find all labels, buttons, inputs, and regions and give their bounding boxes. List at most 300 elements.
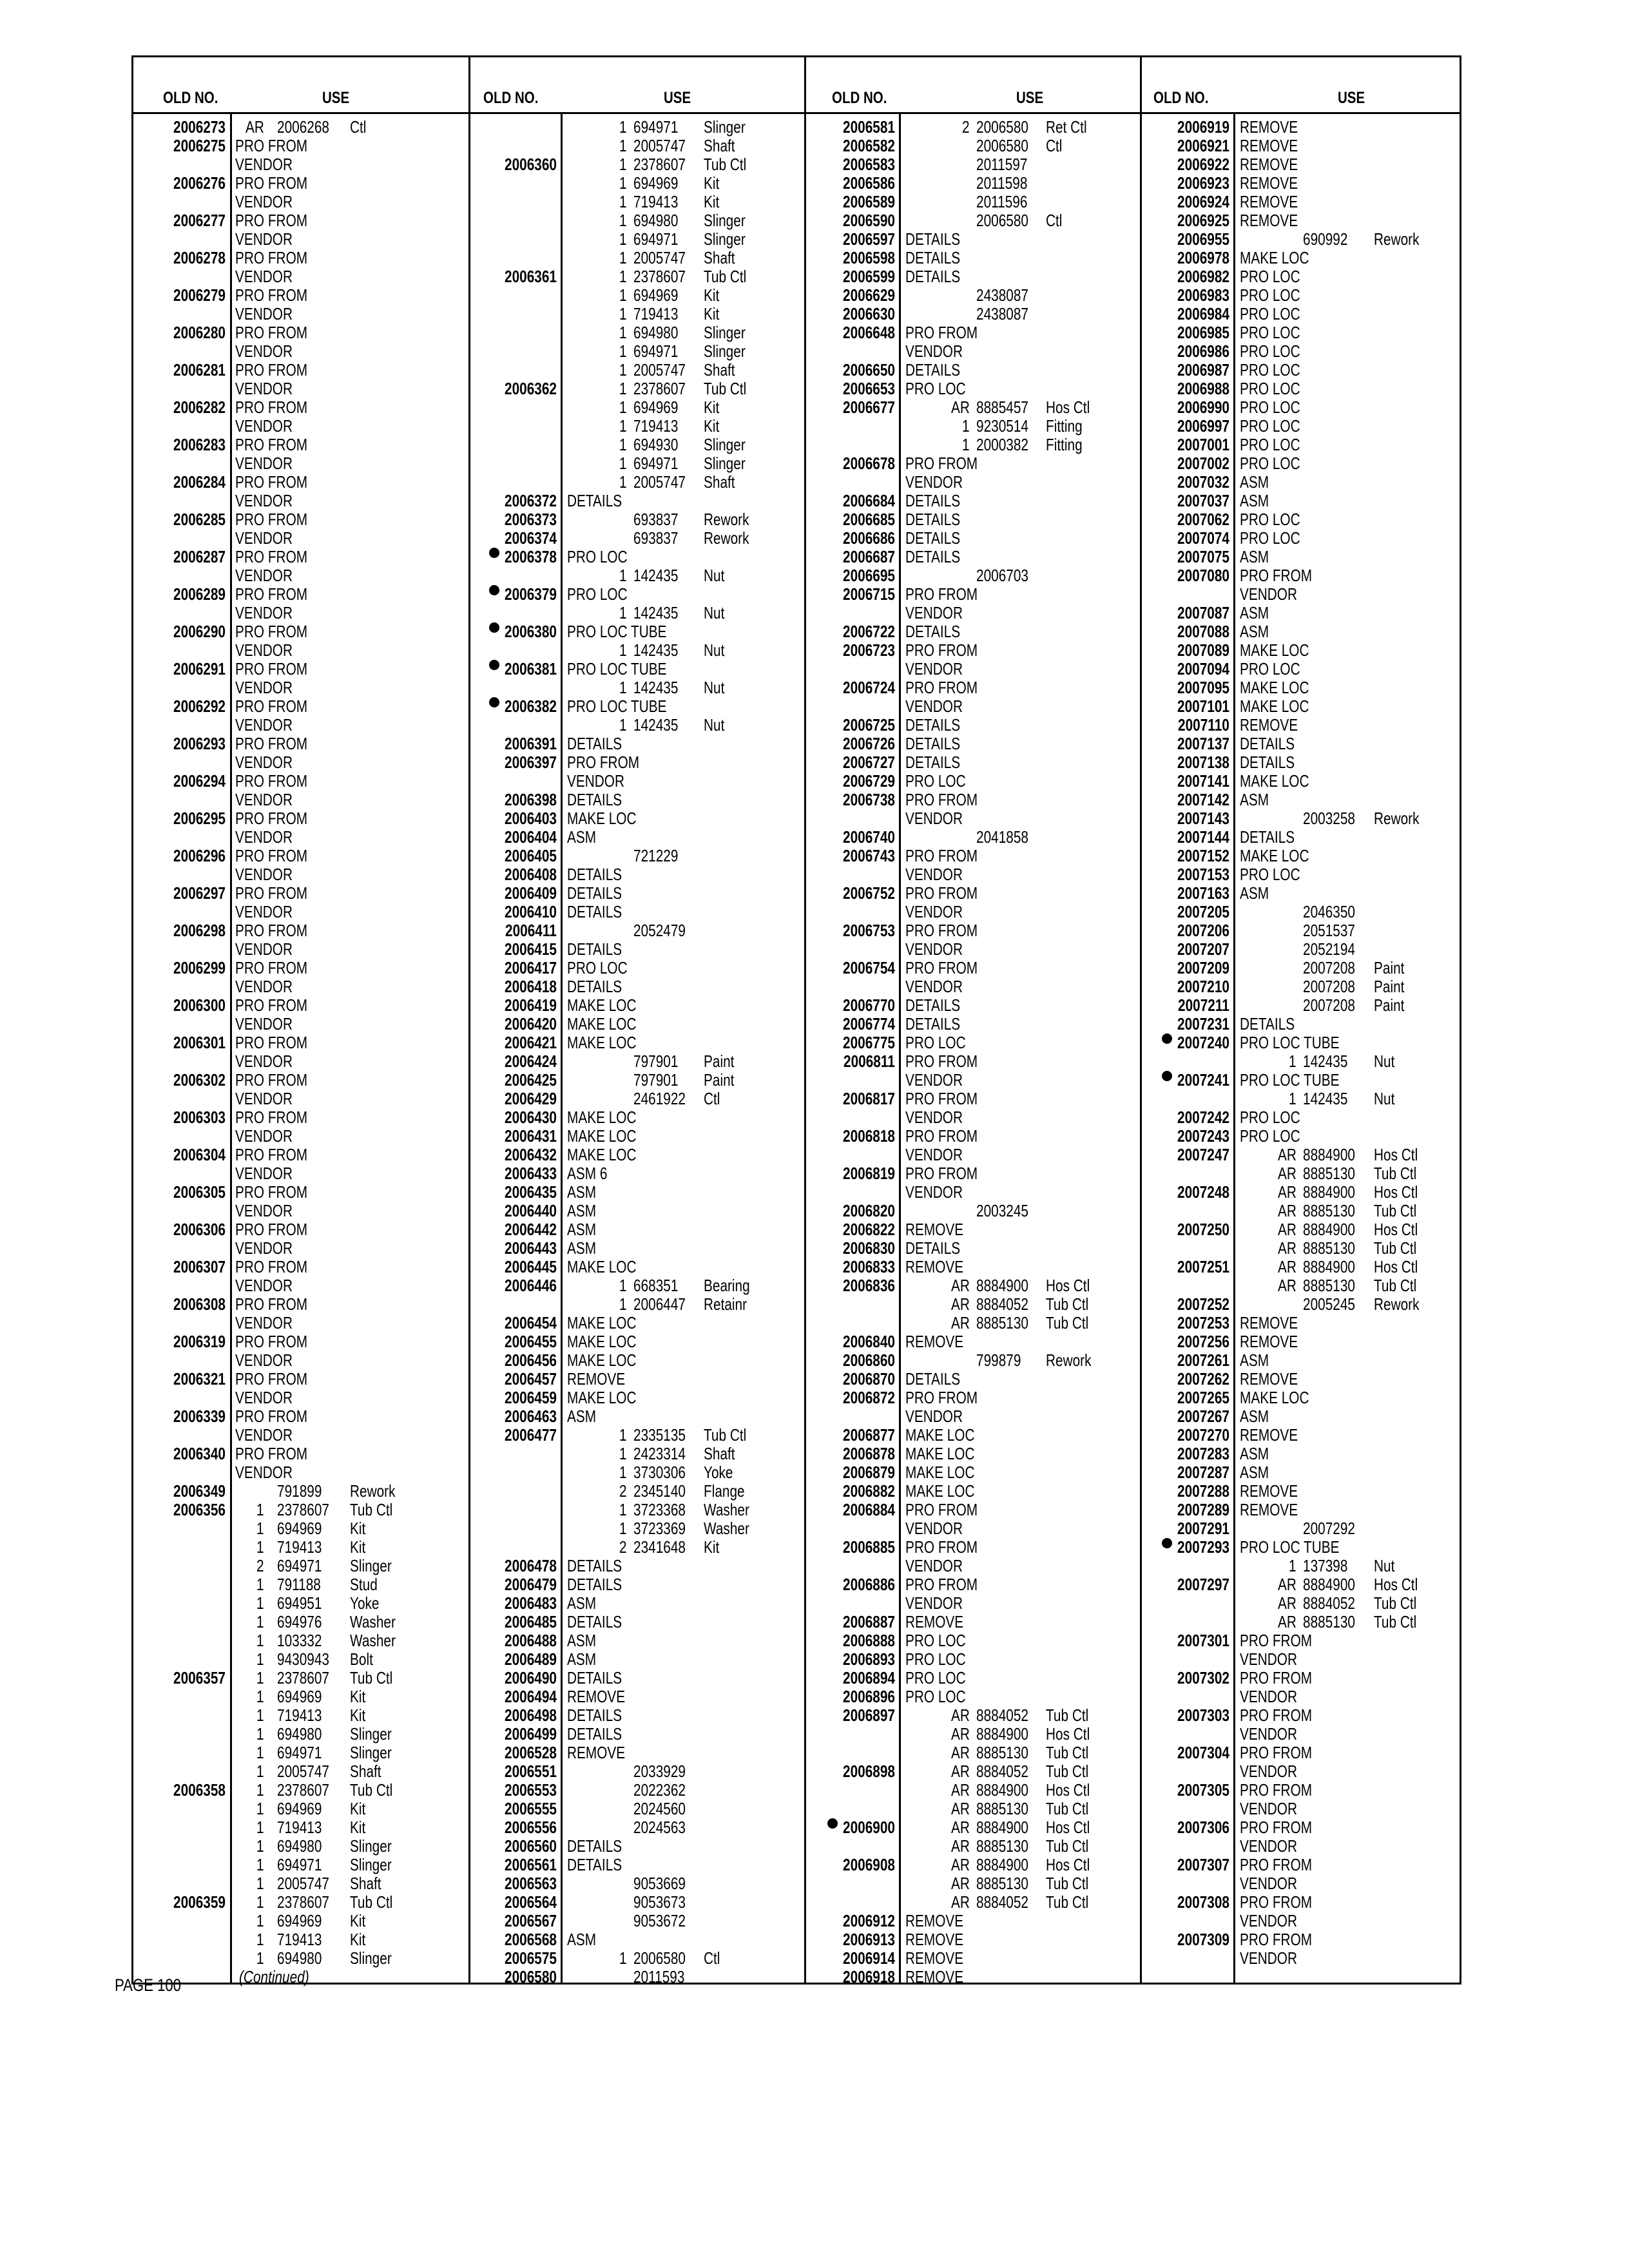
table-row (806, 548, 1140, 566)
old-number: 2006433 (505, 1164, 557, 1183)
part-number: 694969 (277, 1911, 322, 1930)
old-number: 2007163 (1177, 883, 1229, 903)
part-description: Tub Ctl (1046, 1799, 1089, 1818)
old-number: 2006872 (843, 1388, 895, 1407)
old-no-header: OLD NO. (1153, 89, 1209, 107)
old-number: 2006564 (505, 1892, 557, 1912)
table-row (133, 1538, 468, 1557)
use-text: DETAILS (567, 734, 622, 753)
old-number: 2006303 (173, 1108, 226, 1127)
old-number: 2006886 (843, 1575, 895, 1594)
part-number: 142435 (633, 566, 679, 585)
use-text: DETAILS (905, 360, 961, 380)
old-number: 2006307 (173, 1257, 226, 1276)
use-text: REMOVE (905, 1257, 964, 1276)
table-row (133, 342, 468, 361)
old-number: 2007288 (1177, 1481, 1229, 1501)
use-text: VENDOR (1240, 1762, 1297, 1781)
old-number: 2007267 (1177, 1407, 1229, 1426)
table-row (1142, 622, 1461, 641)
part-description: Ret Ctl (1046, 117, 1087, 137)
table-row (806, 1183, 1140, 1202)
table-row (806, 828, 1140, 847)
old-number: 2006918 (843, 1967, 895, 1986)
header-rule (806, 112, 1140, 114)
old-number: 2006459 (505, 1388, 557, 1407)
use-text: PRO LOC (1240, 454, 1300, 473)
old-number: 2006695 (843, 566, 895, 585)
table-row (133, 118, 468, 137)
use-text: VENDOR (235, 603, 293, 622)
header-rule (1142, 112, 1461, 114)
part-number: 2011593 (633, 1967, 685, 1986)
part-number: 694980 (633, 211, 679, 230)
quantity: AR (951, 1855, 970, 1874)
old-number: 2006580 (505, 1967, 557, 1986)
old-number: 2006397 (505, 753, 557, 772)
table-row (1142, 1800, 1461, 1818)
table-rows (806, 118, 1140, 1986)
part-number: 8884900 (1303, 1220, 1355, 1239)
old-number: 2007283 (1177, 1444, 1229, 1463)
table-row (806, 454, 1140, 473)
old-number: 2006836 (843, 1276, 895, 1295)
table-row (1142, 1183, 1461, 1202)
use-text: PRO FROM (905, 883, 978, 903)
old-number: 2006894 (843, 1668, 895, 1687)
use-text: PRO FROM (905, 323, 978, 342)
table-row (806, 735, 1140, 753)
table-row (1142, 959, 1461, 977)
old-number: 2006294 (173, 771, 226, 791)
use-text: DETAILS (567, 790, 622, 809)
old-number: 2007303 (1177, 1706, 1229, 1725)
table-row (806, 1968, 1140, 1986)
table-row (133, 1370, 468, 1389)
use-text: VENDOR (905, 472, 963, 492)
use-text: REMOVE (1240, 192, 1298, 211)
table-row (1142, 155, 1461, 174)
quantity: 1 (619, 678, 627, 697)
part-description: Kit (350, 1706, 366, 1725)
quantity: AR (1278, 1276, 1296, 1295)
old-number: 2006885 (843, 1537, 895, 1557)
old-number: 2006359 (173, 1892, 226, 1912)
quantity: AR (951, 1313, 970, 1332)
old-number: 2006378 (505, 547, 557, 566)
part-number: 693837 (633, 510, 679, 529)
use-text: VENDOR (235, 155, 293, 174)
part-description: Tub Ctl (1046, 1294, 1089, 1314)
table-row (133, 1519, 468, 1538)
table-row (1142, 604, 1461, 622)
part-number: 2024560 (633, 1799, 686, 1818)
old-number: 2006290 (173, 622, 226, 641)
use-text: DETAILS (1240, 1014, 1295, 1033)
table-row (133, 604, 468, 622)
use-text: VENDOR (235, 1276, 293, 1295)
old-number: 2007242 (1177, 1108, 1229, 1127)
table-row (133, 1276, 468, 1295)
table-row (806, 1650, 1140, 1669)
old-number: 2006555 (505, 1799, 557, 1818)
table-row (1142, 1949, 1461, 1968)
table-row (806, 1015, 1140, 1033)
use-text: VENDOR (905, 1182, 963, 1202)
part-number: 142435 (633, 715, 679, 735)
table-row (470, 510, 804, 529)
old-number: 2006729 (843, 771, 895, 791)
part-description: Kit (350, 1799, 366, 1818)
part-number: 2007208 (1303, 995, 1355, 1015)
part-number: 694971 (277, 1743, 322, 1762)
column-header (133, 57, 468, 114)
use-text: VENDOR (905, 865, 963, 884)
quantity: 1 (619, 248, 627, 267)
part-description: Retainr (704, 1294, 747, 1314)
use-text: ASM (1240, 622, 1269, 641)
part-number: 3723369 (633, 1519, 686, 1538)
quantity: AR (951, 1743, 970, 1762)
use-text: PRO FROM (905, 584, 978, 604)
quantity: 1 (619, 285, 627, 305)
old-number: 2006488 (505, 1631, 557, 1650)
old-number: 2006419 (505, 995, 557, 1015)
old-number: 2006738 (843, 790, 895, 809)
part-description: Kit (704, 192, 720, 211)
old-number: 2007287 (1177, 1463, 1229, 1482)
old-number: 2007270 (1177, 1425, 1229, 1445)
part-description: Nut (704, 640, 725, 660)
part-number: 719413 (633, 304, 679, 323)
table-row (133, 1893, 468, 1912)
table-row (470, 193, 804, 211)
table-row (1142, 361, 1461, 380)
table-row (470, 1202, 804, 1220)
use-text: PRO FROM (235, 136, 308, 155)
use-text: DETAILS (567, 1575, 622, 1594)
old-number: 2006986 (1177, 341, 1229, 361)
part-description: Hos Ctl (1046, 1724, 1090, 1744)
table-row (806, 1314, 1140, 1332)
use-text: DETAILS (905, 267, 961, 286)
use-text: DETAILS (567, 1724, 622, 1744)
use-text: PRO FROM (1240, 1855, 1313, 1874)
part-number: 142435 (633, 678, 679, 697)
table-row (1142, 398, 1461, 417)
old-number: 2006987 (1177, 360, 1229, 380)
table-row (1142, 1276, 1461, 1295)
table-row (1142, 342, 1461, 361)
use-text: DETAILS (1240, 734, 1295, 753)
table-row (1142, 716, 1461, 735)
part-number: 719413 (633, 416, 679, 436)
use-text: DETAILS (905, 229, 961, 249)
part-number: 791188 (277, 1575, 321, 1594)
table-row (133, 1631, 468, 1650)
table-row (133, 380, 468, 398)
quantity: 1 (619, 1294, 627, 1314)
use-text: VENDOR (235, 1164, 293, 1183)
old-number: 2007240 (1177, 1033, 1229, 1052)
table-row (806, 155, 1140, 174)
part-number: 9430943 (277, 1649, 329, 1669)
table-row (133, 828, 468, 847)
continued-note: (Continued) (239, 1967, 309, 1986)
part-number: 797901 (633, 1052, 679, 1071)
quantity: 1 (256, 1874, 264, 1893)
use-text: ASM (1240, 883, 1269, 903)
use-text: PRO FROM (235, 1070, 308, 1090)
use-text: MAKE LOC (1240, 640, 1309, 660)
table-row (806, 193, 1140, 211)
table-row (1142, 230, 1461, 249)
table-row (1142, 1893, 1461, 1912)
use-text: PRO FROM (235, 1444, 308, 1463)
quantity: AR (951, 1780, 970, 1800)
quantity: 1 (619, 454, 627, 473)
table-row (470, 865, 804, 884)
use-text: VENDOR (235, 715, 293, 735)
use-text: VENDOR (235, 827, 293, 847)
use-text: PRO FROM (1240, 1743, 1313, 1762)
part-number: 694971 (277, 1855, 322, 1874)
table-row (1142, 1033, 1461, 1052)
column-header (470, 57, 804, 114)
part-description: Tub Ctl (704, 379, 747, 398)
use-text: MAKE LOC (567, 995, 637, 1015)
use-text: ASM (567, 1930, 597, 1949)
table-row (470, 697, 804, 716)
use-text: PRO LOC (567, 958, 628, 977)
table-row (1142, 1015, 1461, 1033)
table-row (806, 1482, 1140, 1501)
table-row (1142, 1519, 1461, 1538)
quantity: 1 (256, 1724, 264, 1744)
part-number: 9053673 (633, 1892, 686, 1912)
old-number: 2006440 (505, 1201, 557, 1220)
table-row (806, 566, 1140, 585)
use-text: VENDOR (905, 341, 963, 361)
part-description: Kit (350, 1537, 366, 1557)
use-text: VENDOR (905, 939, 963, 959)
table-row (806, 1631, 1140, 1650)
part-number: 3730306 (633, 1463, 686, 1482)
part-description: Ctl (1046, 136, 1063, 155)
table-row (806, 286, 1140, 305)
quantity: 1 (619, 379, 627, 398)
bullet-icon (1162, 1071, 1172, 1081)
part-description: Slinger (704, 117, 746, 137)
part-number: 8884900 (1303, 1575, 1355, 1594)
table-row (470, 847, 804, 865)
part-number: 8885130 (1303, 1164, 1355, 1183)
old-number: 2006629 (843, 285, 895, 305)
part-description: Shaft (704, 1444, 735, 1463)
table-row (1142, 305, 1461, 323)
quantity: 1 (619, 715, 627, 735)
part-number: 2007292 (1303, 1519, 1355, 1538)
old-number: 2007261 (1177, 1350, 1229, 1370)
old-number: 2006723 (843, 640, 895, 660)
old-number: 2007211 (1178, 995, 1229, 1015)
old-number: 2006877 (843, 1425, 895, 1445)
use-text: MAKE LOC (1240, 248, 1309, 267)
use-text: DETAILS (905, 995, 961, 1015)
table-row (1142, 903, 1461, 921)
part-number: 2052479 (633, 921, 686, 940)
old-number: 2007080 (1177, 566, 1229, 585)
old-number: 2007248 (1177, 1182, 1229, 1202)
table-row (1142, 772, 1461, 791)
bullet-icon (489, 548, 499, 558)
table-row (806, 1164, 1140, 1183)
use-text: VENDOR (235, 790, 293, 809)
part-number: 2011598 (976, 173, 1028, 193)
table-row (470, 1874, 804, 1893)
use-text: DETAILS (567, 1612, 622, 1631)
table-row (806, 1930, 1140, 1949)
table-row (470, 1968, 804, 1986)
part-description: Kit (350, 1930, 366, 1949)
table-row (806, 230, 1140, 249)
use-text: REMOVE (905, 1911, 964, 1930)
table-row (133, 1164, 468, 1183)
quantity: AR (951, 1892, 970, 1912)
old-number: 2007207 (1177, 939, 1229, 959)
old-number: 2006372 (505, 491, 557, 510)
old-number: 2006463 (505, 1407, 557, 1426)
use-text: PRO FROM (1240, 1930, 1313, 1949)
use-text: MAKE LOC (567, 1332, 637, 1351)
table-row (470, 361, 804, 380)
table-row (470, 1930, 804, 1949)
table-row (470, 1631, 804, 1650)
use-text: REMOVE (1240, 136, 1298, 155)
table-row (1142, 735, 1461, 753)
part-description: Bearing (704, 1276, 750, 1295)
part-number: 8884900 (1303, 1257, 1355, 1276)
table-row (806, 1669, 1140, 1687)
old-number: 2006490 (505, 1668, 557, 1687)
use-text: DETAILS (567, 491, 622, 510)
part-description: Bolt (350, 1649, 373, 1669)
table-row (470, 1818, 804, 1837)
use-text: PRO FROM (1240, 1780, 1313, 1800)
table-row (470, 305, 804, 323)
use-text: PRO FROM (905, 640, 978, 660)
use-text: MAKE LOC (567, 1145, 637, 1164)
table-row (806, 305, 1140, 323)
quantity: 1 (619, 398, 627, 417)
table-row (133, 1071, 468, 1090)
quantity: 1 (619, 1425, 627, 1445)
table-row (133, 622, 468, 641)
table-row (470, 1744, 804, 1762)
old-number: 2006563 (505, 1874, 557, 1893)
old-number: 2006752 (843, 883, 895, 903)
quantity: 1 (619, 155, 627, 174)
part-description: Paint (1374, 995, 1405, 1015)
old-number: 2006888 (843, 1631, 895, 1650)
old-number: 2006982 (1177, 267, 1229, 286)
use-text: PRO LOC TUBE (1240, 1070, 1340, 1090)
table-row (133, 1033, 468, 1052)
part-number: 8885130 (976, 1313, 1028, 1332)
old-number: 2007304 (1177, 1743, 1229, 1762)
use-text: VENDOR (235, 1238, 293, 1258)
table-row (1142, 1426, 1461, 1445)
use-text: ASM (1240, 491, 1269, 510)
use-text: VENDOR (235, 1388, 293, 1407)
table-row (806, 1613, 1140, 1631)
part-number: 3723368 (633, 1500, 686, 1519)
table-row (806, 884, 1140, 903)
old-number: 2006276 (173, 173, 226, 193)
table-row (1142, 678, 1461, 697)
old-number: 2006306 (173, 1220, 226, 1239)
table-row (133, 865, 468, 884)
table-row (470, 622, 804, 641)
use-text: PRO FROM (235, 323, 308, 342)
quantity: AR (1278, 1182, 1296, 1202)
old-number: 2006432 (505, 1145, 557, 1164)
part-number: 2006447 (633, 1294, 686, 1314)
old-number: 2006360 (505, 155, 557, 174)
table-row (133, 1258, 468, 1276)
part-description: Tub Ctl (1046, 1743, 1089, 1762)
part-number: 8885457 (976, 398, 1028, 417)
part-description: Paint (1374, 958, 1405, 977)
table-row (806, 697, 1140, 716)
old-number: 2006722 (843, 622, 895, 641)
use-text: DETAILS (905, 734, 961, 753)
table-row (470, 137, 804, 155)
table-row (133, 884, 468, 903)
old-number: 2006556 (505, 1818, 557, 1837)
part-description: Shaft (350, 1762, 381, 1781)
use-text: PRO LOC TUBE (567, 659, 667, 678)
table-row (470, 1052, 804, 1071)
use-text: VENDOR (905, 1556, 963, 1575)
use-text: MAKE LOC (1240, 678, 1309, 697)
old-number: 2006299 (173, 958, 226, 977)
table-row (470, 735, 804, 753)
quantity: AR (1278, 1238, 1296, 1258)
part-number: 668351 (633, 1276, 679, 1295)
use-text: MAKE LOC (567, 809, 637, 828)
old-number: 2006822 (843, 1220, 895, 1239)
use-text: PRO LOC TUBE (1240, 1537, 1340, 1557)
table-row (133, 772, 468, 791)
table-row (806, 865, 1140, 884)
part-description: Hos Ctl (1374, 1220, 1418, 1239)
use-text: VENDOR (235, 753, 293, 772)
part-number: 2006580 (976, 136, 1028, 155)
use-text: VENDOR (235, 1126, 293, 1146)
table-row (133, 1426, 468, 1445)
old-number: 2007110 (1178, 715, 1229, 735)
table-row (133, 473, 468, 492)
table-row (806, 1575, 1140, 1594)
use-text: VENDOR (235, 229, 293, 249)
old-number: 2006293 (173, 734, 226, 753)
table-row (470, 118, 804, 137)
table-row (806, 137, 1140, 155)
part-number: 2438087 (976, 285, 1028, 305)
quantity: AR (1278, 1201, 1296, 1220)
table-row (806, 1052, 1140, 1071)
